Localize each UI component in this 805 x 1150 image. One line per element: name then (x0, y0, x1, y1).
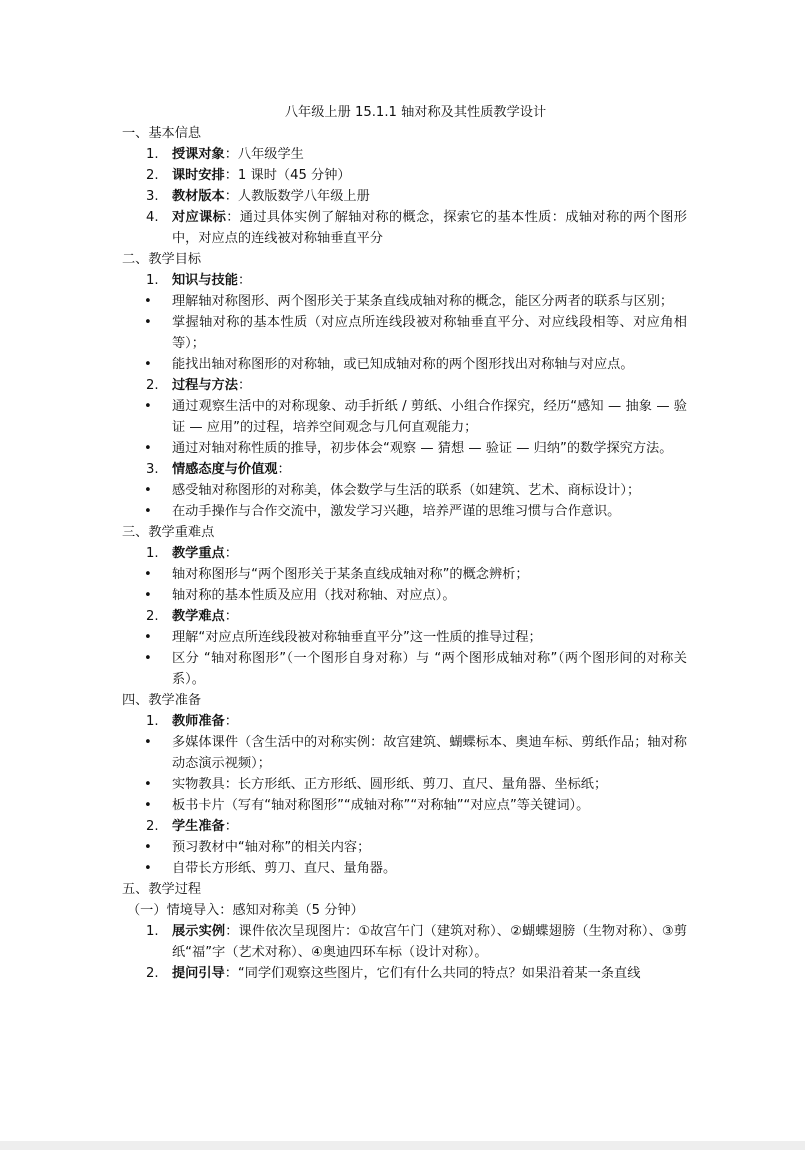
basic-info-item: 2. 课时安排：1 课时（45 分钟） (146, 168, 351, 183)
list-item: • 预习教材中“轴对称”的相关内容； (144, 840, 371, 855)
list-item: • 轴对称图形与“两个图形关于某条直线成轴对称”的概念辨析； (144, 567, 529, 582)
section-heading-key-points: 三、教学重难点 (122, 525, 215, 540)
document-title: 八年级上册 15.1.1 轴对称及其性质教学设计 (284, 105, 547, 120)
key-heading-difficulty: 2. 教学难点： (146, 609, 238, 624)
process-subheading: （一）情境导入：感知对称美（5 分钟） (127, 903, 364, 918)
list-item: • 轴对称的基本性质及应用（找对称轴、对应点）。 (144, 588, 456, 603)
list-item: • 能找出轴对称图形的对称轴，或已知成轴对称的两个图形找出对称轴与对应点。 (144, 357, 634, 372)
list-item: • 掌握轴对称的基本性质（对应点所连线段被对称轴垂直平分、对应线段相等、对应角相等）； (144, 315, 687, 351)
basic-info-item: 4. 对应课标：通过具体实例了解轴对称的概念，探索它的基本性质：成轴对称的两个图形中，对应点的连线被对称轴垂直平分 (146, 210, 687, 246)
section-heading-preparation: 四、教学准备 (122, 693, 202, 708)
section-heading-basic-info: 一、基本信息 (122, 126, 202, 141)
process-item: 2. 提问引导：“同学们观察这些图片，它们有什么共同的特点？如果沿着某一条直线 (146, 966, 641, 981)
list-item: • 理解“对应点所连线段被对称轴垂直平分”这一性质的推导过程； (144, 630, 542, 645)
list-item: • 实物教具：长方形纸、正方形纸、圆形纸、剪刀、直尺、量角器、坐标纸； (144, 777, 608, 792)
list-item: • 多媒体课件（含生活中的对称实例：故宫建筑、蝴蝶标本、奥迪车标、剪纸作品；轴对称动态演示视频）； (144, 735, 687, 771)
goal-heading-knowledge: 1. 知识与技能： (146, 273, 252, 288)
list-item: • 感受轴对称图形的对称美，体会数学与生活的联系（如建筑、艺术、商标设计）； (144, 483, 641, 498)
list-item: • 通过观察生活中的对称现象、动手折纸 / 剪纸、小组合作探究，经历“感知 — 抽象 — 验证 — 应用”的过程，培养空间观念与几何直观能力； (144, 399, 687, 435)
list-item: • 自带长方形纸、剪刀、直尺、量角器。 (144, 861, 397, 876)
list-item: • 通过对轴对称性质的推导，初步体会“观察 — 猜想 — 验证 — 归纳”的数学探究方法。 (144, 441, 673, 456)
prep-heading-teacher: 1. 教师准备： (146, 714, 238, 729)
page-bottom-margin (0, 1141, 805, 1150)
section-heading-process: 五、教学过程 (122, 882, 202, 897)
list-item: • 在动手操作与合作交流中，激发学习兴趣，培养严谨的思维习惯与合作意识。 (144, 504, 621, 519)
goal-heading-process: 2. 过程与方法： (146, 378, 252, 393)
key-heading-focus: 1. 教学重点： (146, 546, 238, 561)
section-heading-goals: 二、教学目标 (122, 252, 202, 267)
process-item: 1. 展示实例：课件依次呈现图片：①故宫午门（建筑对称）、②蝴蝶翅膀（生物对称）、③剪纸“福”字（艺术对称）、④奥迪四环车标（设计对称）。 (146, 924, 688, 960)
list-item: • 板书卡片（写有“轴对称图形”“成轴对称”“对称轴”“对应点”等关键词）。 (144, 798, 590, 813)
basic-info-item: 1. 授课对象：八年级学生 (146, 147, 304, 162)
goal-heading-attitude: 3. 情感态度与价值观： (146, 462, 291, 477)
list-item: • 理解轴对称图形、两个图形关于某条直线成轴对称的概念，能区分两者的联系与区别； (144, 294, 674, 309)
basic-info-item: 3. 教材版本：人教版数学八年级上册 (146, 189, 370, 204)
document-body (122, 100, 687, 984)
prep-heading-student: 2. 学生准备： (146, 819, 238, 834)
list-item: • 区分 “轴对称图形”（一个图形自身对称）与 “两个图形成轴对称”（两个图形间的对称关系）。 (144, 651, 687, 687)
